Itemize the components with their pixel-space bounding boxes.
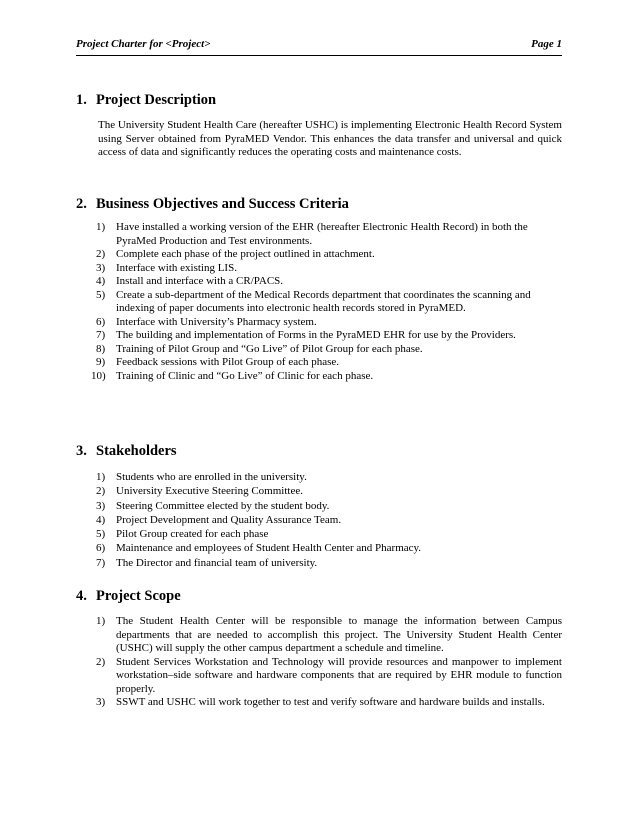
- list-item-number: 5): [96, 288, 106, 301]
- scope-list: [76, 615, 562, 710]
- list-item: [76, 470, 562, 484]
- list-item: [76, 656, 562, 697]
- list-item: [76, 221, 562, 248]
- list-item-text: Student Services Workstation and Technology will provide resources and manpower to implement workstation–side software and hardware components that are required by EHR module to function properly.: [116, 655, 562, 695]
- list-item-text: Have installed a working version of the EHR (hereafter Electronic Health Record) in both the PyraMed Production and Test environments.: [116, 221, 528, 247]
- section-heading: [76, 196, 562, 213]
- section-number: 4.: [76, 588, 87, 604]
- section-project-description: [76, 92, 562, 160]
- list-item-number: 6): [96, 315, 106, 328]
- stakeholders-list: [76, 470, 562, 570]
- list-item-text: The Student Health Center will be responsible to manage the information between Campus departments that are needed to accomplish this project. The University Student Health Center (USHC) will supply the other campus department a schedule and timeline.: [116, 615, 562, 654]
- header-page-number: Page 1: [531, 38, 562, 50]
- list-item-text: SSWT and USHC will work together to test and verify software and hardware builds and installs.: [116, 696, 545, 708]
- objectives-list: [76, 221, 562, 383]
- section-stakeholders: [76, 443, 562, 570]
- list-item-text: Maintenance and employees of Student Health Center and Pharmacy.: [116, 542, 422, 555]
- list-item: [76, 316, 562, 330]
- list-item-number: 3): [96, 499, 106, 512]
- list-item: [76, 615, 562, 656]
- list-item-text: Training of Clinic and “Go Live” of Clinic for each phase.: [116, 369, 374, 382]
- section-title: Business Objectives and Success Criteria: [96, 196, 349, 212]
- list-item-number: 6): [96, 542, 106, 555]
- list-item-text: Create a sub-department of the Medical Records department that coordinates the scanning and indexing of paper documents into electronic health records stored in PyraMED.: [116, 288, 531, 314]
- list-item-number: 4): [96, 513, 106, 526]
- list-item: [76, 343, 562, 357]
- section-business-objectives: [76, 196, 562, 383]
- list-item-text: Complete each phase of the project outlined in attachment.: [116, 248, 375, 260]
- list-item-text: Pilot Group created for each phase: [116, 528, 269, 541]
- list-item-text: The building and implementation of Forms in the PyraMED EHR for use by the Providers.: [116, 329, 516, 341]
- section-heading: [76, 443, 562, 460]
- list-item-text: Feedback sessions with Pilot Group of each phase.: [116, 356, 340, 368]
- section-title: Project Scope: [96, 588, 181, 604]
- list-item-text: Steering Committee elected by the student body.: [116, 499, 330, 512]
- list-item-number: 7): [96, 329, 106, 341]
- header-title: Project Charter for <Project>: [76, 38, 211, 50]
- list-item: [76, 329, 562, 343]
- list-item: [76, 370, 562, 384]
- list-item-text: Interface with existing LIS.: [116, 261, 237, 274]
- list-item-text: Students who are enrolled in the university.: [116, 471, 307, 483]
- list-item: [76, 262, 562, 276]
- section-project-scope: [76, 588, 562, 710]
- list-item-text: Project Development and Quality Assurance Team.: [116, 513, 342, 526]
- list-item-number: 4): [96, 275, 106, 287]
- list-item: [76, 527, 562, 541]
- section-title: Project Description: [96, 92, 217, 108]
- section-title: Stakeholders: [96, 443, 177, 459]
- list-item: [76, 556, 562, 570]
- list-item-number: 1): [96, 221, 106, 233]
- list-item-number: 5): [96, 528, 106, 541]
- list-item-text: University Executive Steering Committee.: [116, 485, 303, 498]
- list-item: [76, 248, 562, 262]
- list-item: [76, 541, 562, 555]
- list-item-number: 2): [96, 655, 106, 668]
- list-item-text: Install and interface with a CR/PACS.: [116, 275, 284, 287]
- list-item: [76, 289, 562, 316]
- list-item: [76, 484, 562, 498]
- list-item-number: 1): [96, 615, 106, 627]
- section-number: 2.: [76, 196, 87, 212]
- list-item-number: 3): [96, 261, 106, 274]
- section-heading: [76, 92, 562, 109]
- list-item-text: Interface with University’s Pharmacy system.: [116, 315, 317, 328]
- section-number: 3.: [76, 443, 87, 459]
- section-number: 1.: [76, 92, 87, 108]
- list-item-number: 7): [96, 556, 106, 569]
- list-item-number: 9): [96, 356, 106, 368]
- list-item-text: Training of Pilot Group and “Go Live” of Pilot Group for each phase.: [116, 342, 423, 355]
- list-item: [76, 499, 562, 513]
- list-item-number: 8): [96, 342, 106, 355]
- list-item: [76, 356, 562, 370]
- list-item-number: 2): [96, 248, 106, 260]
- list-item-number: 3): [96, 696, 106, 708]
- section-heading: [76, 588, 562, 605]
- list-item: [76, 275, 562, 289]
- list-item: [76, 696, 562, 710]
- list-item-number: 10): [91, 369, 106, 382]
- list-item-number: 2): [96, 485, 106, 498]
- list-item: [76, 513, 562, 527]
- list-item-text: The Director and financial team of university.: [116, 556, 318, 569]
- page-header: [76, 38, 562, 56]
- list-item-number: 1): [96, 471, 106, 483]
- section-paragraph: The University Student Health Care (hereafter USHC) is implementing Electronic Health Record System using Server obtained from PyraMED Vendor. This enhances the data transfer and universal and quick access of data and significantly reduces the operating costs and maintenance costs.: [98, 119, 562, 158]
